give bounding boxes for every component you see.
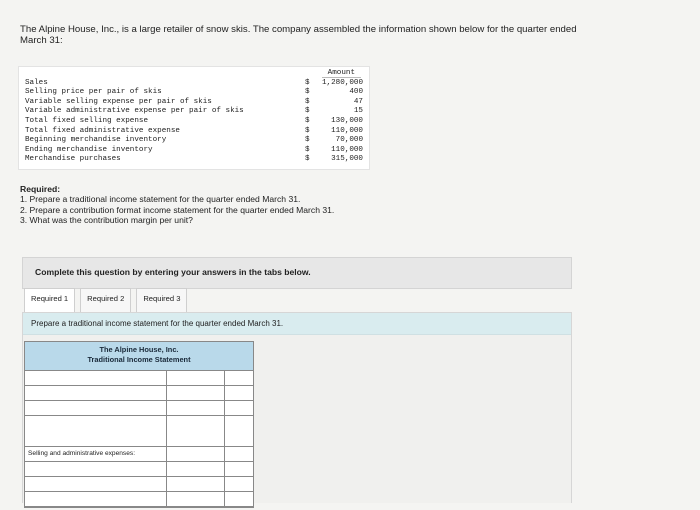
tab-required-1[interactable]: Required 1 <box>24 288 75 313</box>
table-row <box>25 401 253 416</box>
table-row <box>25 492 253 507</box>
data-row-begin-inventory: Beginning merchandise inventory $ 70,000 <box>25 136 363 145</box>
intro-line-1: The Alpine House, Inc., is a large retailer of snow skis. The company assembled the information shown below for the quarter ended <box>20 24 577 35</box>
table-row <box>25 447 253 462</box>
required-item-3: 3. What was the contribution margin per unit? <box>20 215 193 226</box>
table-row <box>25 477 253 492</box>
data-row-price: Selling price per pair of skis $ 400 <box>25 88 363 97</box>
required-item-2: 2. Prepare a contribution format income statement for the quarter ended March 31. <box>20 204 335 215</box>
statement-title: Traditional Income Statement <box>87 355 191 364</box>
row-amount-input[interactable] <box>167 416 228 448</box>
table-row <box>25 386 253 401</box>
given-data-table <box>18 66 370 170</box>
row-label-input[interactable] <box>28 419 168 448</box>
table-row <box>25 371 253 386</box>
tab-required-2[interactable]: Required 2 <box>80 288 131 313</box>
required-item-1: 1. Prepare a traditional income statement for the quarter ended March 31. <box>20 194 301 205</box>
intro-line-2: March 31: <box>20 35 63 46</box>
row-total-input[interactable] <box>225 416 257 448</box>
data-row-purchases: Merchandise purchases $ 315,000 <box>25 155 363 164</box>
data-row-fixed-admin: Total fixed administrative expense $ 110,000 <box>25 126 363 135</box>
row-amount-input[interactable] <box>167 493 228 509</box>
tab-required-3[interactable]: Required 3 <box>136 288 187 313</box>
data-row-end-inventory: Ending merchandise inventory $ 110,000 <box>25 145 363 154</box>
instructions-bar: Complete this question by entering your answers in the tabs below. <box>22 257 572 289</box>
selling-admin-label: Selling and administrative expenses: <box>25 447 167 461</box>
required-title: Required: <box>20 184 61 194</box>
data-row-sales: Sales $ 1,280,000 <box>25 78 363 87</box>
amount-header: Amount <box>25 69 363 79</box>
row-label-input[interactable] <box>28 495 168 508</box>
income-statement-table <box>24 341 254 508</box>
panel-instruction: Prepare a traditional income statement for the quarter ended March 31. <box>23 313 571 335</box>
required-section <box>20 184 440 226</box>
data-row-fixed-selling: Total fixed selling expense $ 130,000 <box>25 116 363 125</box>
data-row-var-selling: Variable selling expense per pair of skis $ 47 <box>25 97 363 106</box>
data-row-var-admin: Variable administrative expense per pair of skis $ 15 <box>25 107 363 116</box>
row-total-input[interactable] <box>225 493 257 509</box>
table-row <box>25 462 253 477</box>
statement-header <box>25 342 253 371</box>
table-row <box>25 416 253 447</box>
problem-intro <box>20 24 660 46</box>
statement-company: The Alpine House, Inc. <box>99 345 179 354</box>
tab-bar <box>24 288 192 312</box>
